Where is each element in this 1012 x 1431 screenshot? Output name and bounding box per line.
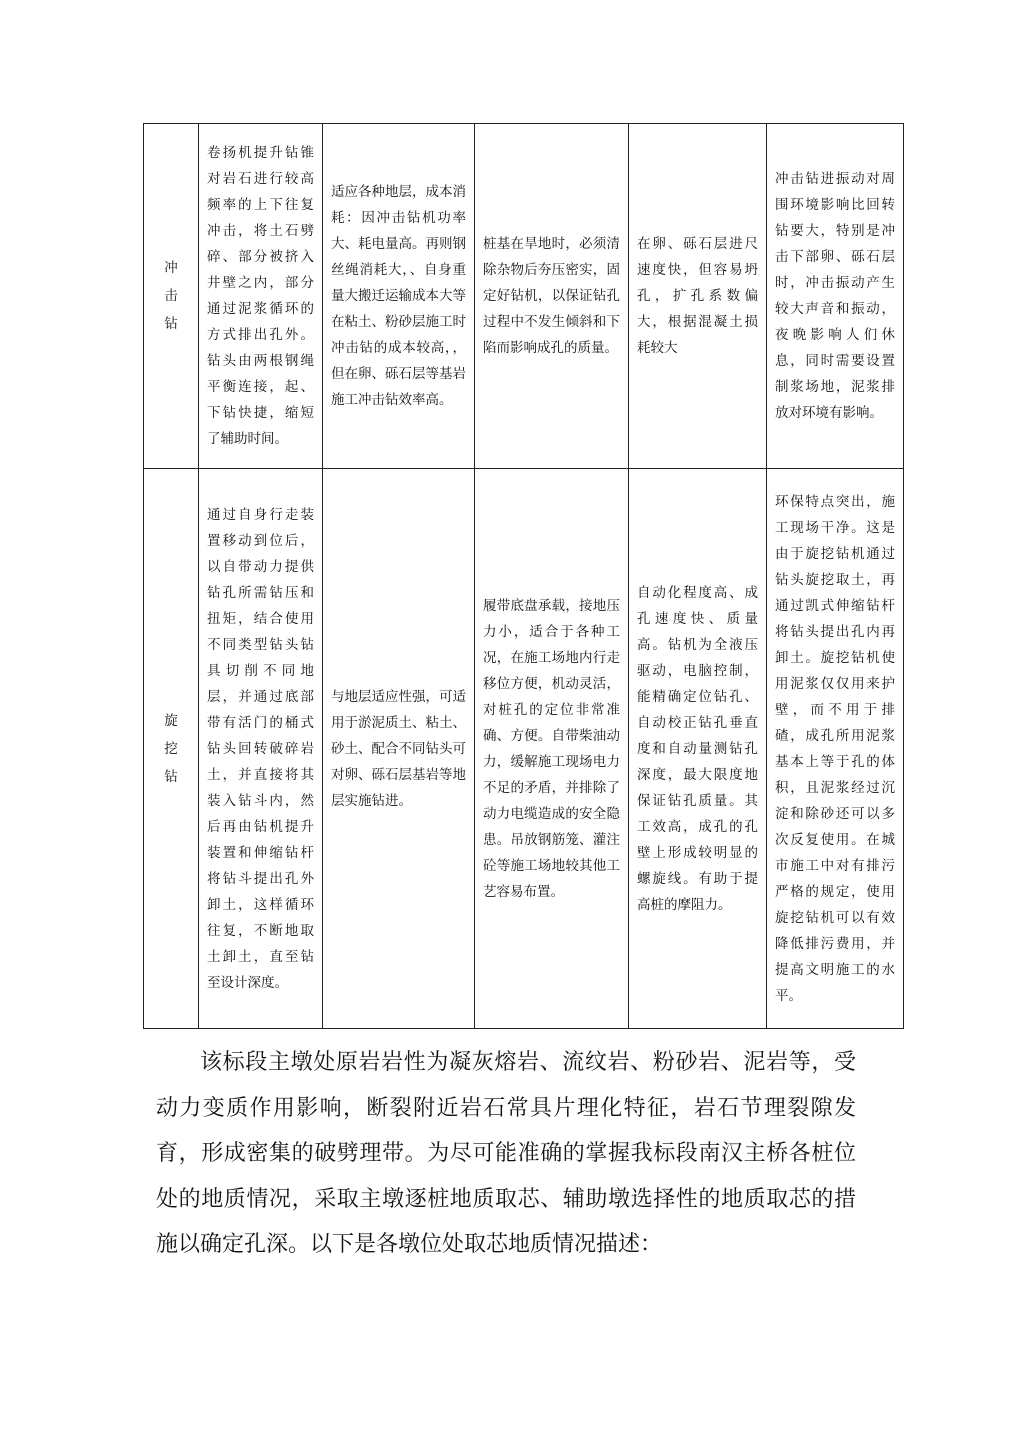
drill-type-cell — [144, 124, 199, 469]
table-row-rotary-drill — [144, 469, 904, 1029]
site-requirement-cell: 桩基在旱地时，必须清除杂物后夯压密实，固定好钻机，以保证钻孔过程中不发生倾斜和下陷而影响成孔的质量。 — [475, 124, 629, 469]
drill-type-label: 旋挖钻 — [164, 712, 178, 785]
table-row-impact-drill — [144, 124, 904, 469]
site-requirement-cell: 履带底盘承载，接地压力小，适合于各种工况，在施工场地内行走移位方便，机动灵活，对桩孔的定位非常准确、方便。自带柴油动力，缓解施工现场电力不足的矛盾，并排除了动力电缆造成的安全隐患。吊放钢筋笼、灌注砼等施工场地较其他工艺容易布置。 — [475, 469, 629, 1029]
principle-cell: 通过自身行走装置移动到位后，以自带动力提供钻孔所需钻压和扭矩，结合使用不同类型钻头钻具切削不同地层，并通过底部带有活门的桶式钻头回转破碎岩土，并直接将其装入钻斗内，然后再由钻机提升装置和伸缩钻杆将钻斗提出孔外卸土，这样循环往复，不断地取土卸土，直至钻至设计深度。 — [199, 469, 323, 1029]
drilling-method-comparison-table — [143, 123, 904, 1029]
environment-cell: 冲击钻进振动对周围环境影响比回转钻要大，特别是冲击下部卵、砾石层时，冲击振动产生较大声音和振动，夜晚影响人们休息，同时需要设置制浆场地，泥浆排放对环境有影响。 — [767, 124, 904, 469]
applicability-cell: 与地层适应性强，可适用于淤泥质土、粘土、砂土、配合不同钻头可对卵、砾石层基岩等地层实施钻进。 — [323, 469, 475, 1029]
drill-type-cell — [144, 469, 199, 1029]
geology-description-paragraph: 该标段主墩处原岩岩性为凝灰熔岩、流纹岩、粉砂岩、泥岩等，受动力变质作用影响，断裂附近岩石常具片理化特征，岩石节理裂隙发育，形成密集的破劈理带。为尽可能准确的掌握我标段南汉主桥各桩位处的地质情况，采取主墩逐桩地质取芯、辅助墩选择性的地质取芯的措施以确定孔深。以下是各墩位处取芯地质情况描述： — [156, 1050, 856, 1257]
quality-cell: 在卵、砾石层进尺速度快，但容易坍孔，扩孔系数偏大，根据混凝土损耗较大 — [629, 124, 767, 469]
drill-type-label: 冲击钻 — [164, 260, 178, 332]
principle-cell: 卷扬机提升钻锥对岩石进行较高频率的上下往复冲击，将土石劈碎、部分被挤入井壁之内，部分通过泥浆循环的方式排出孔外。钻头由两根钢绳平衡连接，起、下钻快捷，缩短了辅助时间。 — [199, 124, 323, 469]
environment-cell: 环保特点突出，施工现场干净。这是由于旋挖钻机通过钻头旋挖取土，再通过凯式伸缩钻杆将钻头提出孔内再卸土。旋挖钻机使用泥浆仅仅用来护壁，而不用于排碴，成孔所用泥浆基本上等于孔的体积，且泥浆经过沉淀和除砂还可以多次反复使用。在城市施工中对有排污严格的规定，使用旋挖钻机可以有效降低排污费用，并提高文明施工的水平。 — [767, 469, 904, 1029]
quality-cell: 自动化程度高、成孔速度快、质量高。钻机为全液压驱动，电脑控制，能精确定位钻孔、自动校正钻孔垂直度和自动量测钻孔深度，最大限度地保证钻孔质量。其工效高，成孔的孔壁上形成较明显的螺旋线。有助于提高桩的摩阻力。 — [629, 469, 767, 1029]
applicability-cell: 适应各种地层，成本消耗：因冲击钻机功率大、耗电量高。再则钢丝绳消耗大，、自身重量大搬迁运输成本大等在粘土、粉砂层施工时冲击钻的成本较高，，但在卵、砾石层等基岩施工冲击钻效率高。 — [323, 124, 475, 469]
